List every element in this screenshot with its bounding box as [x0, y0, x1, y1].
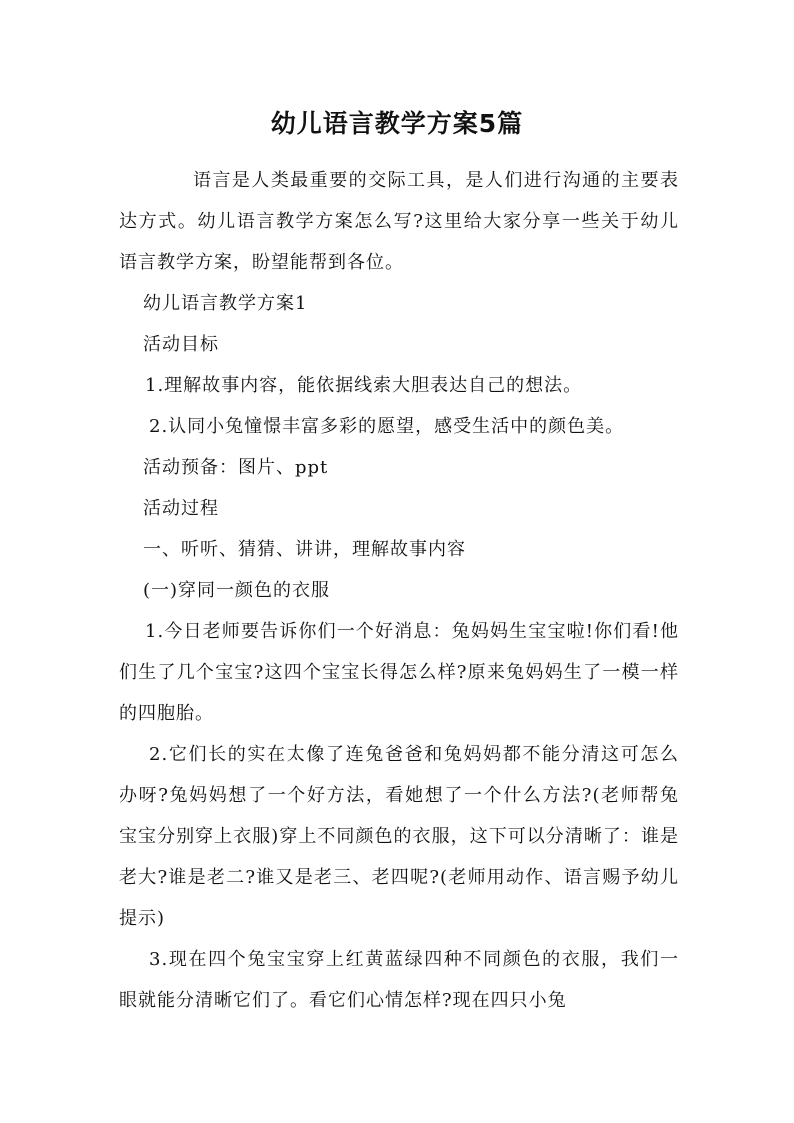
process-heading: 活动过程 — [143, 498, 219, 519]
document-title: 幼儿语言教学方案5篇 — [270, 109, 524, 138]
body-paragraph-3: 3.现在四个兔宝宝穿上红黄蓝绿四种不同颜色的衣服，我们一眼就能分清晰它们了。看它们心情怎样?现在四只小兔 — [119, 949, 679, 1011]
body-paragraph-1: 1.今日老师要告诉你们一个好消息：兔妈妈生宝宝啦!你们看!他们生了几个宝宝?这四个宝宝长得怎么样?原来兔妈妈生了一模一样的四胞胎。 — [119, 621, 679, 724]
preparation-line: 活动预备：图片、ppt — [143, 457, 329, 478]
body-paragraph-2: 2.它们长的实在太像了连兔爸爸和兔妈妈都不能分清这可怎么办呀?兔妈妈想了一个好方法，看她想了一个什么方法?(老师帮兔宝宝分别穿上衣服)穿上不同颜色的衣服，这下可以分清晰了：谁是老大?谁是老二?谁又是老三、老四呢?(老师用动作、语言赐予幼儿提示) — [119, 744, 679, 929]
section-heading: 幼儿语言教学方案1 — [143, 293, 308, 314]
goal-item-2: 2.认同小兔憧憬丰富多彩的愿望，感受生活中的颜色美。 — [149, 416, 625, 437]
sub-heading: (一)穿同一颜色的衣服 — [143, 580, 331, 601]
goal-item-1: 1.理解故事内容，能依据线索大胆表达自己的想法。 — [145, 375, 583, 396]
document-body — [119, 160, 679, 1021]
step-heading: 一、听听、猜猜、讲讲，理解故事内容 — [143, 539, 466, 560]
intro-paragraph: 语言是人类最重要的交际工具，是人们进行沟通的主要表达方式。幼儿语言教学方案怎么写?这里给大家分享一些关于幼儿语言教学方案，盼望能帮到各位。 — [119, 170, 679, 273]
goals-heading: 活动目标 — [143, 334, 219, 355]
